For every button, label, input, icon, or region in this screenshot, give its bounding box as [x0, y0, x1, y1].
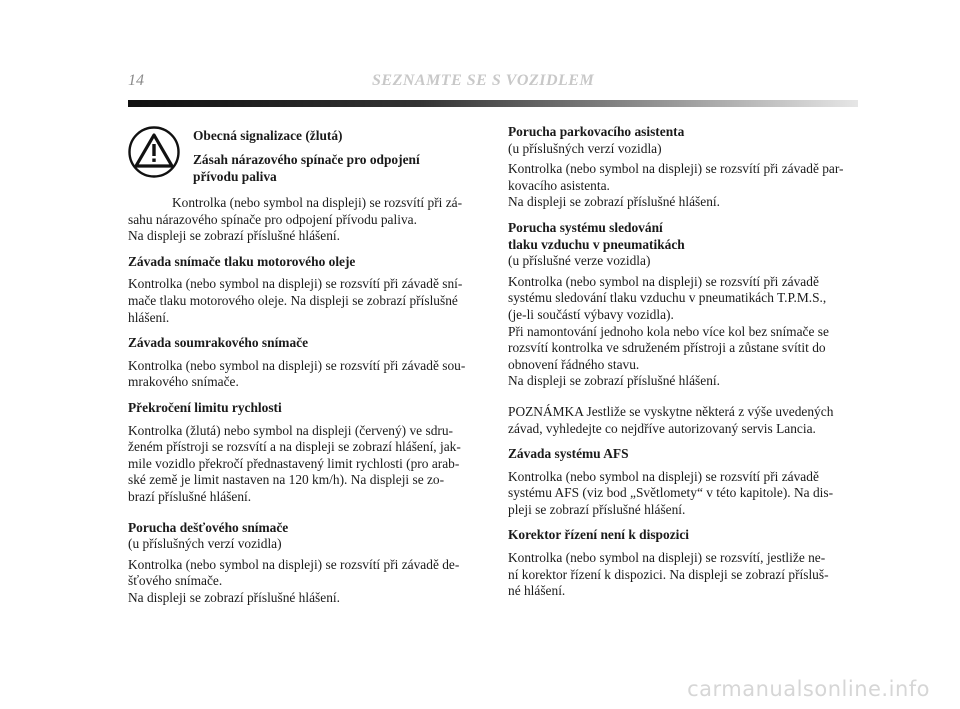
section-body: Kontrolka (nebo symbol na displeji) se rozsvítí při závadě sou- mrakového snímače. [128, 357, 466, 390]
section-afs [508, 446, 858, 518]
warning-title-fuel-cutoff: Zásah nárazového spínače pro odpojení přívodu paliva [193, 152, 420, 184]
page-number: 14 [128, 72, 144, 89]
section-dusk-sensor [128, 335, 478, 391]
section-body: Kontrolka (nebo symbol na displeji) se rozsvítí při závadě systému sledování tlaku vzduchu v pneumatikách T.P.M.S., (je-li součástí výbavy vozidla). Při namontování jednoho kola nebo více kol bez snímače se rozsvítí kontrolka ve sdruženém přístroji a zůstane svítit do obnovení řádného stavu. Na displeji se zobrazí příslušné hlášení. [508, 273, 829, 389]
section-rain-sensor [128, 520, 478, 607]
section-tpms [508, 220, 858, 390]
note-paragraph: POZNÁMKA Jestliže se vyskytne některá z výše uvedených závad, vyhledejte co nejdříve autorizovaný servis Lancia. [508, 403, 834, 436]
section-body: Kontrolka (nebo symbol na displeji) se rozsvítí, jestliže ne- ní korektor řízení k dispozici. Na displeji se zobrazí přísluš- né hlášení. [508, 550, 829, 599]
section-title: Závada snímače tlaku motorového oleje [128, 253, 356, 269]
section-title: Korektor řízení není k dispozici [508, 527, 690, 543]
section-body: Kontrolka (nebo symbol na displeji) se rozsvítí při závadě systému AFS (viz bod „Světlomety“ v této kapitole). Na dis- pleji se zobrazí příslušné hlášení. [508, 468, 834, 517]
section-title: Závada soumrakového snímače [128, 335, 309, 351]
left-column [128, 124, 478, 615]
section-body: Kontrolka (nebo symbol na displeji) se rozsvítí při závadě par- kovacího asistenta. Na displeji se zobrazí příslušné hlášení. [508, 161, 844, 210]
watermark: carmanualsonline.info [687, 677, 930, 701]
section-title: Porucha dešťového snímače [128, 519, 289, 535]
section-body: Kontrolka (nebo symbol na displeji) se rozsvítí při závadě de- šťového snímače. Na displeji se zobrazí příslušné hlášení. [128, 556, 460, 605]
section-subtitle: (u příslušné verze vozidla) [508, 253, 651, 269]
chapter-title: SEZNAMTE SE S VOZIDLEM [372, 72, 595, 89]
page-header [128, 72, 858, 94]
section-title: Porucha systému sledování tlaku vzduchu v pneumatikách [508, 219, 685, 252]
section-speed-limit [128, 400, 478, 506]
section-oil-pressure-sensor [128, 254, 478, 326]
section-steering-corrector [508, 527, 858, 599]
header-rule [128, 100, 858, 107]
warning-title-general: Obecná signalizace (žlutá) [193, 128, 343, 143]
warning-body: Kontrolka (nebo symbol na displeji) se rozsvítí při zá- sahu nárazového spínače pro odpojení přívodu paliva. Na displeji se zobrazí příslušné hlášení. [128, 195, 463, 244]
warning-triangle-icon [128, 126, 180, 178]
section-subtitle: (u příslušných verzí vozidla) [128, 536, 282, 552]
section-subtitle: (u příslušných verzí vozidla) [508, 140, 662, 156]
section-body: Kontrolka (žlutá) nebo symbol na displeji (červený) ve sdru- ženém přístroji se rozsvítí a na displeji se zobrazí hlášení, jak- mile vozidlo překročí přednastavený limit rychlosti (pro arab- ské země je limit nastaven na 120 km/h). Na displeji se zo- brazí příslušné hlášení. [128, 422, 461, 504]
warning-block [128, 124, 478, 187]
section-title: Závada systému AFS [508, 446, 629, 462]
section-title: Porucha parkovacího asistenta [508, 124, 685, 139]
section-title: Překročení limitu rychlosti [128, 399, 282, 415]
section-parking-assist [508, 124, 858, 211]
section-body: Kontrolka (nebo symbol na displeji) se rozsvítí při závadě sní- mače tlaku motorového oleje. Na displeji se zobrazí příslušné hlášení. [128, 276, 463, 325]
right-column [508, 124, 858, 609]
